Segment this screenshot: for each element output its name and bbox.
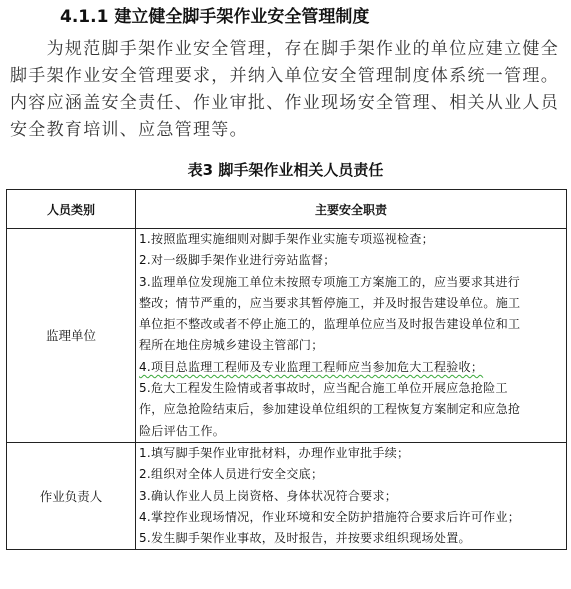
duty-line: 3.监理单位发现施工单位未按照专项施工方案施工的，应当要求其进行: [139, 274, 521, 289]
role-cell: 监理单位: [7, 229, 136, 443]
table-header-row: [7, 190, 567, 229]
duties-cell: [136, 442, 567, 549]
header-personnel-category: 人员类别: [7, 190, 136, 229]
duty-line: 3.确认作业人员上岗资格、身体状况符合要求；: [139, 488, 398, 503]
duty-line: 2.组织对全体人员进行安全交底；: [139, 467, 324, 482]
duty-line: 2.对一级脚手架作业进行旁站监督；: [139, 253, 336, 268]
header-main-duties: 主要安全职责: [136, 190, 567, 229]
duty-line: 1.填写脚手架作业审批材料，办理作业审批手续；: [139, 445, 410, 460]
section-title: 建立健全脚手架作业安全管理制度: [114, 7, 370, 27]
paragraph-line: 安全教育培训、应急管理等。: [10, 120, 248, 140]
duty-line: 1.按照监理实施细则对脚手架作业实施专项巡视检查；: [139, 232, 434, 246]
paragraph-line: 脚手架作业安全管理要求，并纳入单位安全管理制度体系统一管理。: [10, 66, 559, 86]
duty-line: 4.掌控作业现场情况，作业环境和安全防护措施符合要求后许可作业；: [139, 509, 521, 524]
table-caption: 表3 脚手架作业相关人员责任: [187, 161, 384, 179]
table-row: [7, 442, 567, 549]
paragraph-line: 内容应涵盖安全责任、作业审批、作业现场安全管理、相关从业人员: [10, 93, 559, 113]
table-row: [7, 229, 567, 443]
section-number: 4.1.1: [60, 7, 109, 27]
duty-line: 单位拒不整改或者不停止施工的，监理单位应当及时报告建设单位和工: [139, 317, 521, 332]
responsibility-table: [6, 189, 567, 550]
duty-line: 程所在地住房城乡建设主管部门；: [139, 338, 324, 353]
duty-line: 5.危大工程发生险情或者事故时，应当配合施工单位开展应急抢险工: [139, 381, 508, 396]
duty-line: 作，应急抢险结束后，参加建设单位组织的工程恢复方案制定和应急抢: [139, 402, 521, 417]
intro-paragraph: [10, 36, 568, 144]
section-heading: [60, 6, 369, 28]
paragraph-line: 为规范脚手架作业安全管理，存在脚手架作业的单位应建立健全: [10, 39, 559, 59]
duty-line: 整改；情节严重的，应当要求其暂停施工，并及时报告建设单位。施工: [139, 295, 521, 310]
role-cell: 作业负责人: [7, 442, 136, 549]
duties-cell: [136, 229, 567, 443]
duty-line: 4.项目总监理工程师及专业监理工程师应当参加危大工程验收；: [139, 359, 484, 374]
duty-line: 5.发生脚手架作业事故，及时报告，并按要求组织现场处置。: [139, 531, 471, 546]
duty-line: 险后评估工作。: [139, 423, 226, 438]
